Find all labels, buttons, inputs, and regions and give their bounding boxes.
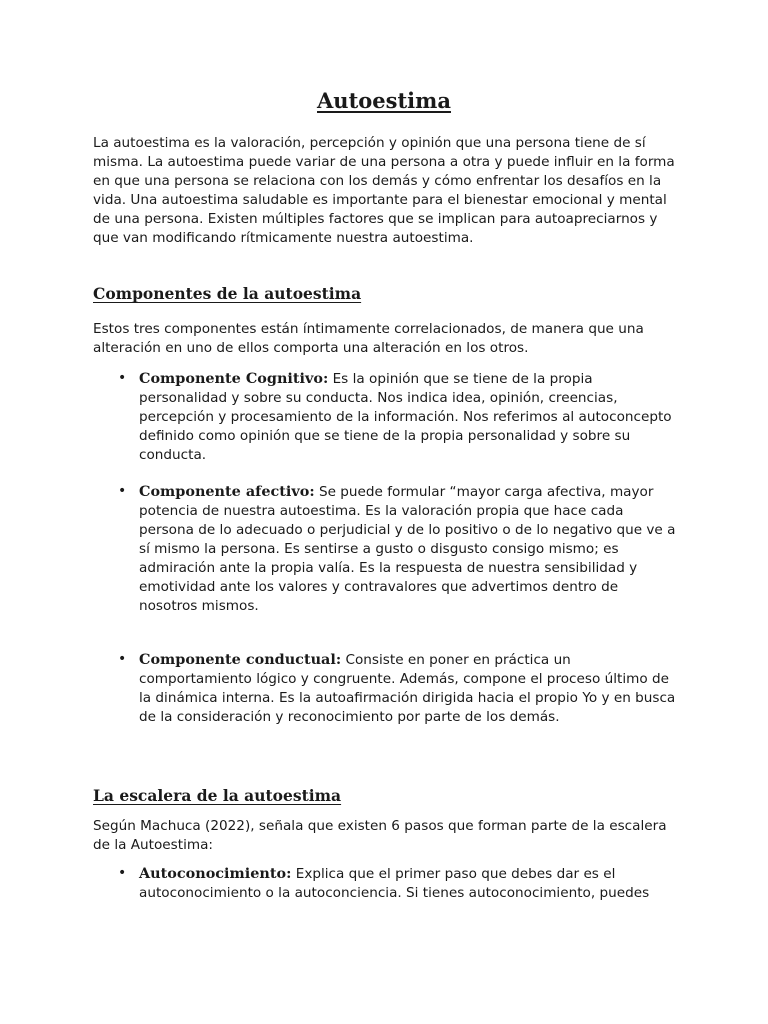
bullet-icon: • <box>118 865 127 881</box>
section-heading-componentes: Componentes de la autoestima <box>93 284 362 303</box>
item-term: Componente Cognitivo: <box>139 370 329 387</box>
item-description: Consiste en poner en práctica un comportamiento lógico y congruente. Además, compone el proceso último de la dinámica interna. Es la autoafirmación dirigida hacia el propio Yo y en busca de la consideración y reconocimiento por parte de los demás. <box>139 652 676 725</box>
section-intro-componentes: Estos tres componentes están íntimamente correlacionados, de manera que una alteración en uno de ellos comporta una alteración en los otros. <box>93 321 644 356</box>
section-intro-escalera: Según Machuca (2022), señala que existen 6 pasos que forman parte de la escalera de la Autoestima: <box>93 818 667 853</box>
section-heading-escalera: La escalera de la autoestima <box>93 786 342 805</box>
item-description: Es la opinión que se tiene de la propia personalidad y sobre su conducta. Nos indica idea, opinión, creencias, percepción y procesamiento de la información. Nos referimos al autoconcepto definido como opinión que se tiene de la propia personalidad y sobre su conducta. <box>139 371 672 463</box>
bullet-icon: • <box>118 370 127 386</box>
intro-paragraph: La autoestima es la valoración, percepción y opinión que una persona tiene de sí misma. La autoestima puede variar de una persona a otra y puede influir en la forma en que una persona se relaciona con los demás y cómo enfrentar los desafíos en la vida. Una autoestima saludable es importante para el bienestar emocional y mental de una persona. Existen múltiples factores que se implican para autoapreciarnos y que van modificando rítmicamente nuestra autoestima. <box>93 135 675 246</box>
bullet-icon: • <box>118 483 127 499</box>
item-term: Autoconocimiento: <box>139 865 292 882</box>
item-description: Se puede formular “mayor carga afectiva, mayor potencia de nuestra autoestima. Es la valoración propia que hace cada persona de lo adecuado o perjudicial y de lo positivo o de lo negativo que ve a sí mismo la persona. Es sentirse a gusto o disgusto consigo mismo; es admiración ante la propia valía. Es la respuesta de nuestra sensibilidad y emotividad ante los valores y contravalores que advertimos dentro de nosotros mismos. <box>139 484 676 614</box>
item-term: Componente conductual: <box>139 651 342 668</box>
item-description: Explica que el primer paso que debes dar es el autoconocimiento o la autoconciencia. Si tienes autoconocimiento, puedes <box>139 866 650 901</box>
document-title: Autoestima <box>317 88 451 113</box>
item-term: Componente afectivo: <box>139 483 315 500</box>
bullet-icon: • <box>118 651 127 667</box>
